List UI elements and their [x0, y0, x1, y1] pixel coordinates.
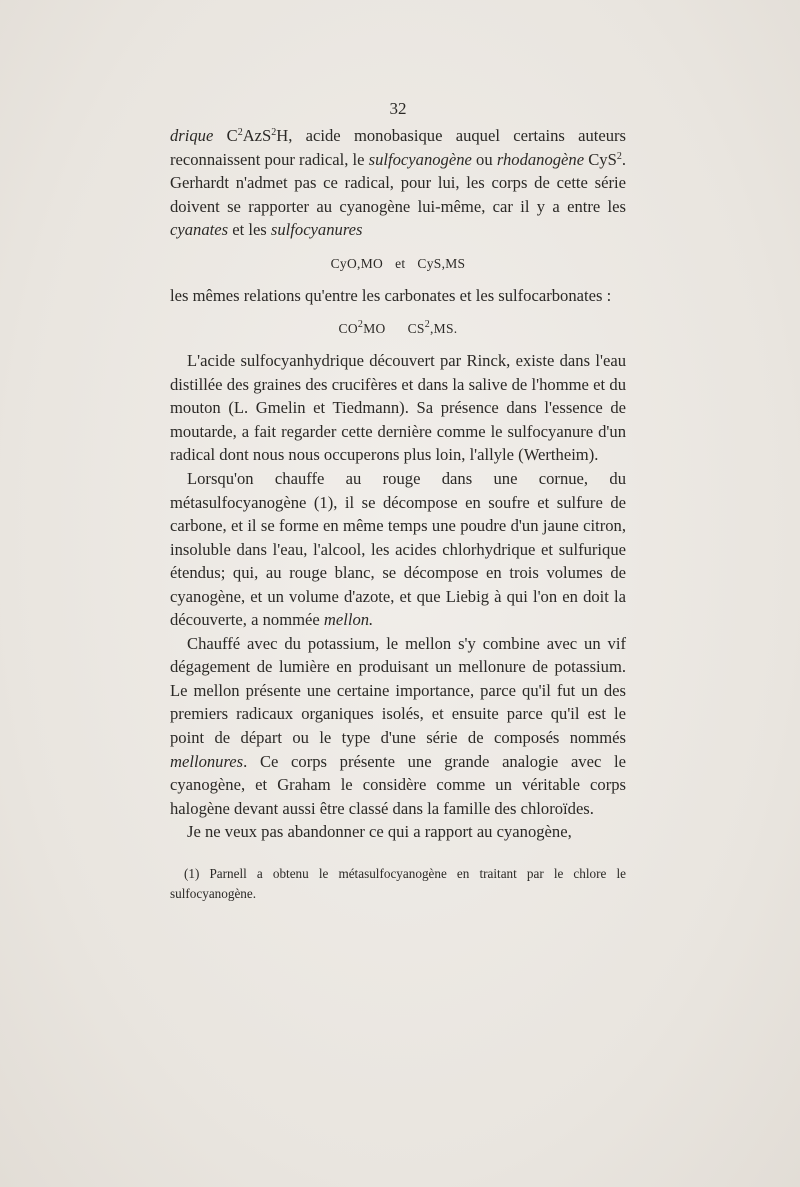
- formula-carbonates: [170, 317, 626, 341]
- text-run: Lorsqu'on chauffe au rouge dans une cornue, du métasulfocyanogène (1), il se décompose en soufre et sulfure de carbone, et il se forme en même temps une poudre d'un jaune citron, insoluble dans l'eau, l'alcool, les acides chlorhydrique et sulfurique étendus; qui, au rouge blanc, se décompose en trois volumes de cyanogène, et un volume d'azote, et que Liebig à qui l'on en doit la découverte, a nommée: [170, 469, 626, 630]
- italic-text: sulfocyanogène: [368, 149, 472, 169]
- formula-term: CyO,MO: [330, 255, 384, 271]
- formula-conjunction: et: [395, 255, 406, 271]
- superscript: 2: [237, 127, 243, 138]
- paragraph-1: [170, 124, 626, 242]
- page-number: 32: [389, 99, 407, 118]
- paragraph-5: [170, 632, 626, 820]
- footnote: [170, 864, 626, 904]
- italic-text: mellon.: [323, 610, 374, 630]
- formula-term: ,MS.: [430, 321, 458, 337]
- text-column: [170, 94, 626, 904]
- text-run: H, acide monobasique auquel certains auteurs reconnaissent pour radical, le: [170, 126, 627, 169]
- superscript: 2: [357, 319, 364, 331]
- text-run: . Gerhardt n'admet pas ce radical, pour lui, les corps de cette série doivent se rapporter au cyanogène lui-même, car il y a entre les: [170, 149, 626, 216]
- superscript: 2: [616, 150, 622, 162]
- italic-text: drique: [170, 126, 214, 145]
- formula-term: CyS,MS: [417, 255, 466, 271]
- italic-text: sulfocyanures: [270, 220, 363, 240]
- formula-term: CO: [338, 321, 358, 337]
- paragraph-4: [170, 467, 626, 632]
- footnote-text: (1) Parnell a obtenu le métasulfocyanogène en traitant par le chlore le sulfocyanogène.: [170, 865, 626, 901]
- text-run: AzS: [242, 126, 272, 145]
- text-run: Chauffé avec du potassium, le mellon s'y combine avec un vif dégagement de lumière en produisant un mellonure de potassium. Le mellon présente une certaine importance, parce qu'il fut un des premiers radicaux organiques isolés, et ensuite parce qu'il est le point de départ ou le type d'une série de composés nommés: [170, 633, 626, 748]
- italic-text: mellonures: [170, 751, 244, 771]
- superscript: 2: [424, 319, 430, 331]
- text-run: . Ce corps présente une grande analogie avec le cyanogène, et Graham le considère comme un véritable corps halogène devant aussi être classé dans la famille des chloroïdes.: [170, 751, 626, 818]
- italic-text: rhodanogène: [496, 149, 585, 169]
- paragraph-6: Je ne veux pas abandonner ce qui a rapport au cyanogène,: [187, 822, 572, 842]
- formula-cyanates: [170, 252, 626, 276]
- text-run: et les: [228, 220, 271, 240]
- text-run: ou: [471, 149, 497, 169]
- formula-term: CS: [407, 321, 425, 337]
- paragraph-2: les mêmes relations qu'entre les carbonates et les sulfocarbonates :: [170, 285, 612, 305]
- superscript: 2: [271, 127, 277, 138]
- paragraph-3: L'acide sulfocyanhydrique découvert par Rinck, existe dans l'eau distillée des graines des crucifères et dans la salive de l'homme et du mouton (L. Gmelin et Tiedmann). Sa présence dans l'essence de moutarde, a fait regarder cette dernière comme le sulfocyanure d'un radical dont nous nous occuperons plus loin, l'allyle (Wertheim).: [170, 351, 626, 465]
- text-run: C: [213, 126, 238, 145]
- formula-term: MO: [363, 321, 386, 337]
- text-run: CyS: [584, 149, 617, 169]
- italic-text: cyanates: [170, 220, 229, 240]
